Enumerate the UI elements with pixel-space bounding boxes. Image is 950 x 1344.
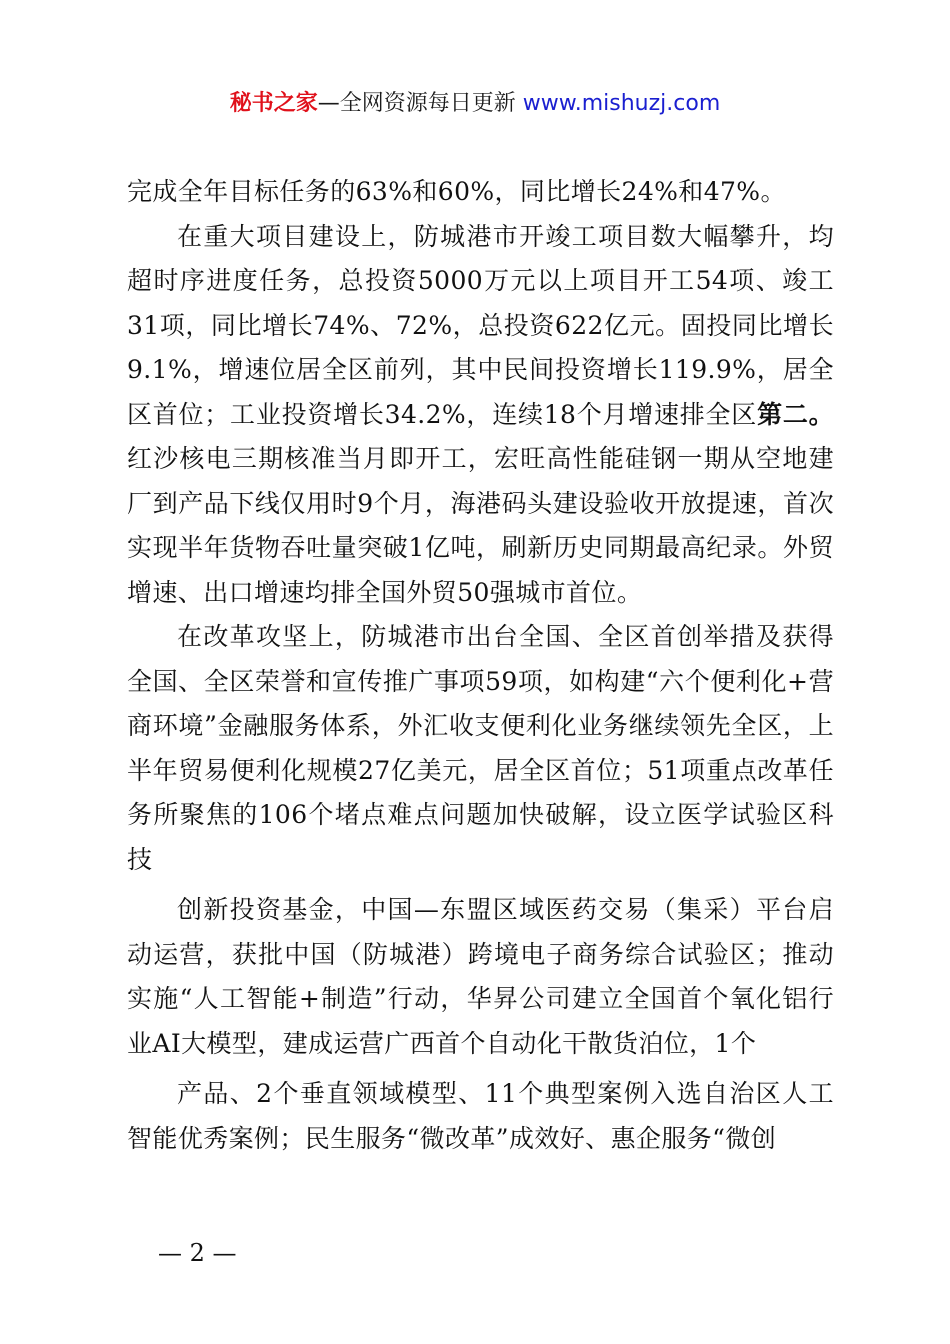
paragraph-ai-cases: 产品、2个垂直领域模型、11个典型案例入选自治区人工智能优秀案例；民生服务“微改革”成效好、惠企服务“微创	[127, 1079, 834, 1153]
paragraph-major-projects	[127, 215, 834, 616]
paragraph-reform: 在改革攻坚上，防城港市出台全国、全区首创举措及获得全国、全区荣誉和宣传推广事项59项，如构建“六个便利化+营商环境”金融服务体系，外汇收支便利化业务继续领先全区，上半年贸易便利化规模27亿美元，居全区首位；51项重点改革任务所聚焦的106个堵点难点问题加快破解，设立医学试验区科技	[127, 622, 834, 874]
site-slogan: —全网资源每日更新	[317, 91, 516, 116]
document-body	[127, 170, 834, 1161]
page-number: — 2 —	[158, 1239, 237, 1267]
paragraph-continued: 完成全年目标任务的63%和60%，同比增长24%和47%。	[127, 177, 786, 206]
paragraph-innovation: 创新投资基金，中国—东盟区域医药交易（集采）平台启动运营，获批中国（防城港）跨境电子商务综合试验区；推动实施“人工智能+制造”行动，华昇公司建立全国首个氧化铝行业AI大模型，建成运营广西首个自动化干散货泊位，1个	[127, 895, 834, 1058]
paragraph-text-tail: 红沙核电三期核准当月即开工，宏旺高性能硅钢一期从空地建厂到产品下线仅用时9个月，海港码头建设验收开放提速，首次实现半年货物吞吐量突破1亿吨，刷新历史同期最高纪录。外贸增速、出口增速均排全国外贸50强城市首位。	[127, 444, 834, 607]
site-header	[0, 86, 950, 122]
site-brand: 秘书之家	[229, 91, 318, 116]
site-url-link[interactable]: www.mishuzj.com	[522, 91, 721, 116]
bold-text: 第二。	[757, 399, 834, 429]
paragraph-text: 在重大项目建设上，防城港市开竣工项目数大幅攀升，均超时序进度任务，总投资5000万元以上项目开工54项、竣工31项，同比增长74%、72%，总投资622亿元。固投同比增长9.1%，增速位居全区前列，其中民间投资增长119.9%，居全区首位；工业投资增长34.2%，连续18个月增速排全区	[127, 221, 834, 429]
